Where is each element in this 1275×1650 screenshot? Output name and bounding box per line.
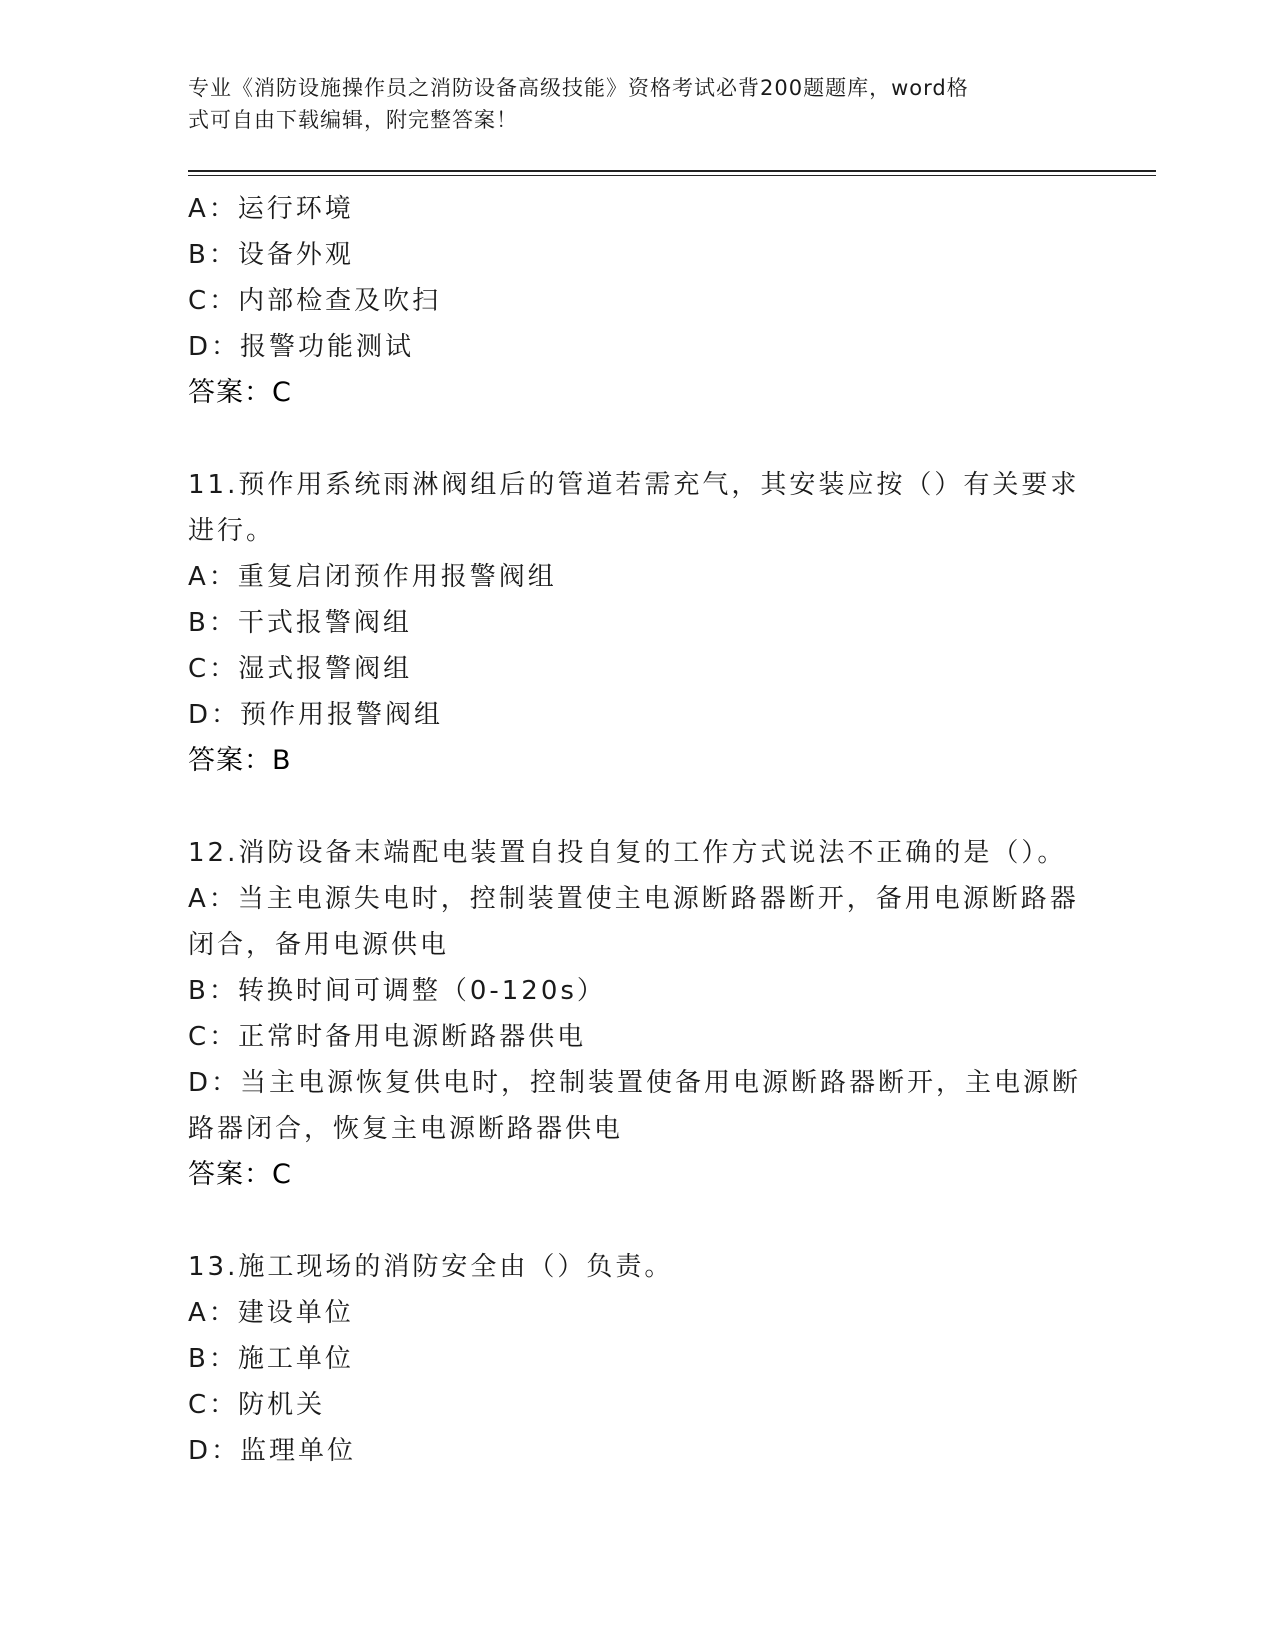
option-a-line-2: 闭合，备用电源供电 xyxy=(188,930,450,960)
option-a: A：运行环境 xyxy=(188,194,354,224)
option-c: C：内部检查及吹扫 xyxy=(188,286,442,316)
answer: 答案：C xyxy=(188,377,292,408)
option-d: D：预作用报警阀组 xyxy=(188,700,444,730)
question-10 xyxy=(188,186,1088,416)
option-c: C：正常时备用电源断路器供电 xyxy=(188,1022,587,1052)
option-c: C：防机关 xyxy=(188,1390,326,1420)
option-d: D：报警功能测试 xyxy=(188,332,415,362)
option-a: A：建设单位 xyxy=(188,1298,354,1328)
option-d: D：监理单位 xyxy=(188,1436,357,1466)
spacer xyxy=(188,1198,1088,1244)
answer: 答案：B xyxy=(188,745,292,776)
question-stem-line-1: 11.预作用系统雨淋阀组后的管道若需充气，其安装应按（）有关要求 xyxy=(188,470,1080,500)
question-stem-line-2: 进行。 xyxy=(188,516,276,546)
spacer xyxy=(188,784,1088,830)
answer: 答案：C xyxy=(188,1159,292,1190)
question-13 xyxy=(188,1244,1088,1474)
option-b: B：设备外观 xyxy=(188,240,354,270)
option-b: B：施工单位 xyxy=(188,1344,354,1374)
option-d-line-1: D：当主电源恢复供电时，控制装置使备用电源断路器断开，主电源断 xyxy=(188,1068,1082,1098)
header-divider-top xyxy=(188,170,1156,172)
header-divider-bottom xyxy=(188,175,1156,176)
header-line-2: 式可自由下载编辑，附完整答案！ xyxy=(188,108,518,132)
option-a-line-1: A：当主电源失电时，控制装置使主电源断路器断开，备用电源断路器 xyxy=(188,884,1079,914)
question-11 xyxy=(188,462,1088,784)
option-b: B：转换时间可调整（0-120s） xyxy=(188,976,606,1006)
option-d-line-2: 路器闭合，恢复主电源断路器供电 xyxy=(188,1114,624,1144)
header-line-1: 专业《消防设施操作员之消防设备高级技能》资格考试必背200题题库，word格 xyxy=(188,76,969,100)
document-header xyxy=(188,72,1068,136)
question-stem: 12.消防设备末端配电装置自投自复的工作方式说法不正确的是（）。 xyxy=(188,838,1067,868)
option-b: B：干式报警阀组 xyxy=(188,608,412,638)
spacer xyxy=(188,416,1088,462)
question-list xyxy=(188,186,1088,1474)
option-a: A：重复启闭预作用报警阀组 xyxy=(188,562,557,592)
question-12 xyxy=(188,830,1088,1198)
question-stem: 13.施工现场的消防安全由（）负责。 xyxy=(188,1252,674,1282)
option-c: C：湿式报警阀组 xyxy=(188,654,413,684)
